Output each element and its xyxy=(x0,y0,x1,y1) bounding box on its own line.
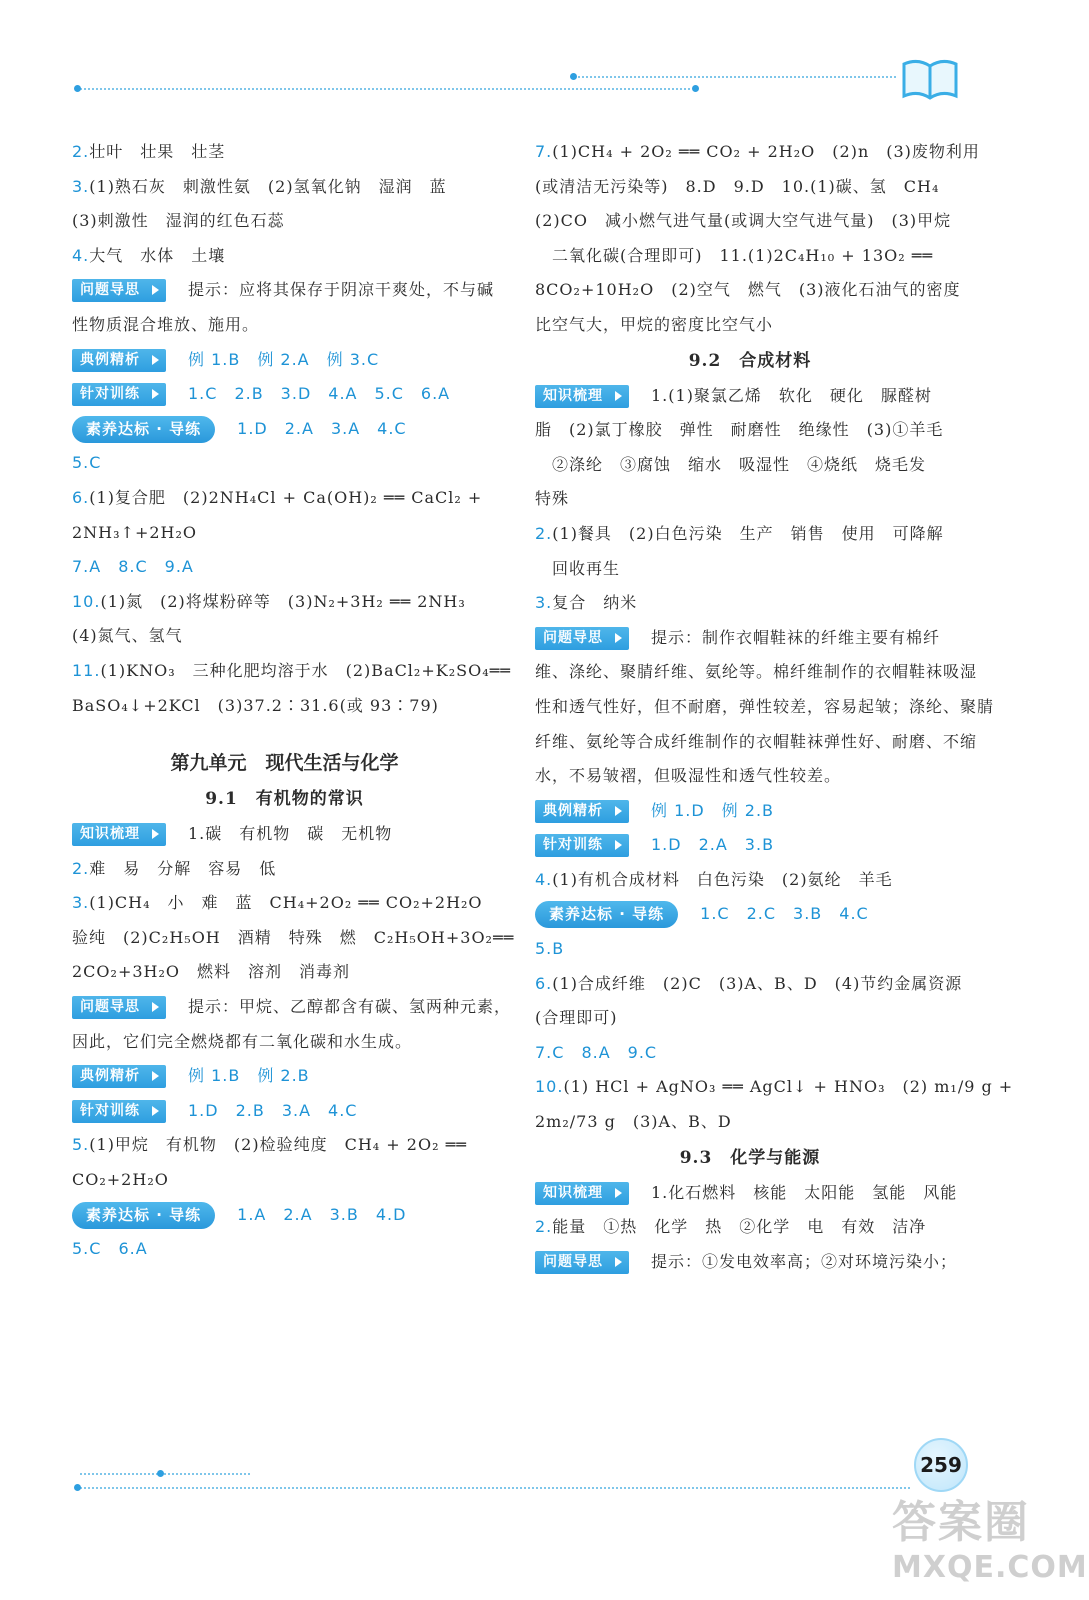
answer-line xyxy=(535,1245,965,1280)
answer-text: 特殊 xyxy=(535,489,570,509)
page-number-badge xyxy=(908,1438,972,1488)
header-dot xyxy=(570,73,577,80)
answer-text: 因此，它们完全燃烧都有二氧化碳和水生成。 xyxy=(72,1031,413,1051)
answer-line xyxy=(535,1036,965,1071)
header-dot xyxy=(74,85,81,92)
header-dotted-rule-right xyxy=(578,76,896,78)
answer-text: CO₂+2H₂O xyxy=(72,1170,169,1190)
section-title: 9.2 合成材料 xyxy=(688,350,812,371)
footer-dotted-rule-left xyxy=(80,1473,250,1475)
answer-text: 1.(1)聚氯乙烯 软化 硬化 脲醛树 xyxy=(651,385,932,405)
section-tag: 典例精析 xyxy=(72,1065,166,1088)
answer-text: 性物质混合堆放、施用。 xyxy=(72,314,260,334)
section-tag: 知识梳理 xyxy=(535,1182,629,1205)
watermark-logo: 答案圈 MXQE.COM xyxy=(892,1497,1088,1585)
answer-line xyxy=(535,204,965,239)
answer-text: ②涤纶 ③腐蚀 缩水 吸湿性 ④烧纸 烧毛发 xyxy=(535,454,927,474)
footer-dotted-rule xyxy=(80,1487,910,1489)
answer-line xyxy=(535,239,965,274)
answer-keys: 1.C 2.C 3.B 4.C xyxy=(700,904,869,924)
answer-line xyxy=(535,932,965,967)
answer-text: 脂 (2)氯丁橡胶 弹性 耐磨性 绝缘性 (3)①羊毛 xyxy=(535,420,944,440)
answer-text: 提示：应将其保存于阴凉干爽处，不与碱 xyxy=(188,280,495,300)
answer-line xyxy=(535,273,965,308)
question-number: 2. xyxy=(535,523,553,543)
answer-line xyxy=(72,204,497,239)
question-number: 7.C 8.A 9.C xyxy=(535,1042,658,1062)
answer-text: (1)氮 (2)将煤粉碎等 (3)N₂+3H₂ ══ 2NH₃ xyxy=(100,591,466,611)
unit-title: 第九单元 现代生活与化学 xyxy=(170,752,399,775)
answer-line xyxy=(535,552,965,587)
question-number: 5.C 6.A xyxy=(72,1239,148,1259)
section-tag: 知识梳理 xyxy=(535,385,629,408)
answer-line xyxy=(72,654,511,689)
answer-line xyxy=(72,377,497,412)
answer-text: (4)氮气、氢气 xyxy=(72,626,183,646)
section-pill: 素养达标 · 导练 xyxy=(535,901,678,928)
section-tag: 针对训练 xyxy=(72,1100,166,1123)
answer-text: (1)合成纤维 (2)C (3)A、B、D (4)节约金属资源 xyxy=(552,973,963,993)
answer-text: 回收再生 xyxy=(535,558,621,578)
question-number: 5. xyxy=(72,1135,90,1155)
answer-line xyxy=(72,1094,497,1129)
section-pill: 素养达标 · 导练 xyxy=(72,1202,215,1229)
answer-line xyxy=(72,412,497,447)
answer-line xyxy=(72,1128,497,1163)
header-dot xyxy=(692,85,699,92)
answer-keys: 例 1.B 例 2.B xyxy=(188,1066,310,1086)
answer-line xyxy=(72,990,512,1025)
question-number: 11. xyxy=(72,660,101,680)
answer-line xyxy=(72,446,497,481)
answer-text: (1)CH₄ + 2O₂ ══ CO₂ + 2H₂O (2)n (3)废物利用 xyxy=(552,142,980,161)
answer-line xyxy=(72,273,497,308)
question-number: 7.A 8.C 9.A xyxy=(72,557,194,577)
answer-text: (合理即可) xyxy=(535,1008,618,1028)
answer-keys: 1.C 2.B 3.D 4.A 5.C 6.A xyxy=(188,384,451,404)
answer-keys: 例 1.D 例 2.B xyxy=(651,800,775,820)
answer-text: 验纯 (2)C₂H₅OH 酒精 特殊 燃 C₂H₅OH+3O₂══ xyxy=(72,927,515,947)
answer-text: 提示：甲烷、乙醇都含有碳、氢两种元素， xyxy=(188,997,512,1017)
answer-line xyxy=(535,517,965,552)
answer-line xyxy=(535,482,965,517)
answer-line xyxy=(72,1198,497,1233)
answer-line xyxy=(535,1001,965,1036)
question-number: 2. xyxy=(535,1217,553,1237)
question-number: 2. xyxy=(72,142,90,161)
section-tag: 知识梳理 xyxy=(72,823,166,846)
answer-line xyxy=(535,1070,1014,1105)
answer-text: 提示：①发电效率高；②对环境污染小； xyxy=(651,1251,958,1271)
answer-line xyxy=(72,170,497,205)
answer-text: 二氧化碳(合理即可) 11.(1)2C₄H₁₀ + 13O₂ ══ xyxy=(535,245,934,265)
answer-text: 2CO₂+3H₂O 燃料 溶剂 消毒剂 xyxy=(72,962,351,982)
answer-text: BaSO₄↓+2KCl (3)37.2∶31.6(或 93∶79) xyxy=(72,695,439,715)
answer-text: (或清洁无污染等) 8.D 9.D 10.(1)碳、氢 CH₄ xyxy=(535,176,940,196)
answer-line xyxy=(535,690,995,725)
answer-text: 性和透气性好，但不耐磨，弹性较差，容易起皱；涤纶、聚腈 xyxy=(535,696,995,716)
answer-line xyxy=(535,828,965,863)
answer-line xyxy=(535,725,978,760)
question-number: 3. xyxy=(72,893,90,913)
question-number: 7. xyxy=(535,142,553,161)
answer-line xyxy=(535,655,978,690)
answer-line xyxy=(535,863,965,898)
question-number: 4. xyxy=(72,245,90,265)
answer-text: (1)有机合成材料 白色污染 (2)氨纶 羊毛 xyxy=(552,869,893,889)
answer-line xyxy=(535,621,965,656)
answer-line xyxy=(535,794,965,829)
answer-text: (1)餐具 (2)白色污染 生产 销售 使用 可降解 xyxy=(552,523,944,543)
answer-text: 纤维、氨纶等合成纤维制作的衣帽鞋袜弹性好、耐磨、不缩 xyxy=(535,731,978,751)
section-tag: 问题导思 xyxy=(535,627,629,650)
answer-line xyxy=(535,448,965,483)
answer-text: 能量 ①热 化学 热 ②化学 电 有效 洁净 xyxy=(552,1217,927,1237)
section-title: 9.1 有机物的常识 xyxy=(205,789,364,810)
answer-text: (1)复合肥 (2)2NH₄Cl + Ca(OH)₂ ══ CaCl₂ + xyxy=(89,487,483,507)
answer-text: 提示：制作衣帽鞋袜的纤维主要有棉纤 xyxy=(651,627,941,647)
answer-line xyxy=(535,897,965,932)
answer-text: 壮叶 壮果 壮茎 xyxy=(89,142,226,161)
section-tag: 典例精析 xyxy=(535,800,629,823)
section-tag: 典例精析 xyxy=(72,349,166,372)
question-number: 5.B xyxy=(535,939,565,959)
answer-line xyxy=(72,343,497,378)
answer-keys: 例 1.B 例 2.A 例 3.C xyxy=(188,349,380,369)
answer-text: 比空气大，甲烷的密度比空气小 xyxy=(535,314,774,334)
answer-line xyxy=(72,481,497,516)
question-number: 6. xyxy=(535,973,553,993)
answer-line xyxy=(72,886,497,921)
answer-text: (1) HCl + AgNO₃ ══ AgCl↓ + HNO₃ (2) m₁/9 g + xyxy=(563,1077,1014,1097)
left-column xyxy=(72,135,515,1267)
answer-text: 难 易 分解 容易 低 xyxy=(89,858,277,878)
answer-keys: 1.D 2.A 3.B xyxy=(651,835,775,855)
header-dotted-rule-left xyxy=(80,88,690,90)
answer-text: 2NH₃↑+2H₂O xyxy=(72,522,198,542)
answer-keys: 1.D 2.B 3.A 4.C xyxy=(188,1100,358,1120)
section-title: 9.3 化学与能源 xyxy=(679,1147,821,1168)
answer-line xyxy=(72,921,515,956)
answer-text: 水，不易皱褶，但吸湿性和透气性较差。 xyxy=(535,766,842,786)
answer-text: (1)甲烷 有机物 (2)检验纯度 CH₄ + 2O₂ ══ xyxy=(89,1135,467,1155)
answer-line xyxy=(535,379,965,414)
answer-line xyxy=(72,955,497,990)
page-number: 259 xyxy=(914,1438,968,1492)
answer-text: (1)熟石灰 刺激性氨 (2)氢氧化钠 湿润 蓝 xyxy=(89,176,447,196)
answer-keys: 1.D 2.A 3.A 4.C xyxy=(237,418,407,438)
answer-text: (1)KNO₃ 三种化肥均溶于水 (2)BaCl₂+K₂SO₄══ xyxy=(100,660,511,680)
answer-line xyxy=(72,308,497,343)
answer-line xyxy=(72,817,497,852)
answer-line xyxy=(535,308,965,343)
answer-line xyxy=(535,1210,965,1245)
answer-line xyxy=(72,689,497,724)
answer-text: 1.化石燃料 核能 太阳能 氢能 风能 xyxy=(651,1182,958,1202)
answer-line xyxy=(72,1232,497,1267)
answer-text: (1)CH₄ 小 难 蓝 CH₄+2O₂ ══ CO₂+2H₂O xyxy=(89,893,483,913)
answer-text: 8CO₂+10H₂O (2)空气 燃气 (3)液化石油气的密度 xyxy=(535,280,961,300)
footer-dot xyxy=(157,1470,164,1477)
answer-line xyxy=(72,1059,497,1094)
question-number: 2. xyxy=(72,858,90,878)
answer-line xyxy=(72,852,497,887)
answer-text: 大气 水体 土壤 xyxy=(89,245,226,265)
question-number: 10. xyxy=(72,591,101,611)
question-number: 5.C xyxy=(72,453,102,473)
answer-line xyxy=(72,1025,497,1060)
answer-line xyxy=(535,170,965,205)
answer-line xyxy=(72,550,497,585)
answer-keys: 1.A 2.A 3.B 4.D xyxy=(237,1204,407,1224)
question-number: 10. xyxy=(535,1077,564,1097)
footer-dot xyxy=(74,1484,81,1491)
answer-line xyxy=(72,135,497,170)
section-tag: 问题导思 xyxy=(72,996,166,1019)
question-number: 6. xyxy=(72,487,90,507)
right-column xyxy=(535,135,1014,1279)
answer-line xyxy=(535,967,965,1002)
section-tag: 问题导思 xyxy=(535,1251,629,1274)
open-book-icon xyxy=(900,56,960,102)
answer-line xyxy=(535,135,980,170)
answer-line xyxy=(535,1105,965,1140)
answer-text: (2)CO 减小燃气进气量(或调大空气进气量) (3)甲烷 xyxy=(535,211,952,231)
answer-text: 复合 纳米 xyxy=(552,593,638,613)
answer-line xyxy=(72,516,497,551)
section-tag: 针对训练 xyxy=(72,383,166,406)
answer-line xyxy=(72,585,497,620)
answer-line xyxy=(72,239,497,274)
section-pill: 素养达标 · 导练 xyxy=(72,416,215,443)
answer-line xyxy=(535,759,965,794)
section-tag: 针对训练 xyxy=(535,834,629,857)
question-number: 4. xyxy=(535,869,553,889)
answer-text: (3)刺激性 湿润的红色石蕊 xyxy=(72,211,285,231)
answer-line xyxy=(535,586,965,621)
question-number: 3. xyxy=(535,593,553,613)
answer-text: 2m₂/73 g (3)A、B、D xyxy=(535,1112,732,1132)
answer-line xyxy=(72,1163,497,1198)
answer-line xyxy=(72,619,497,654)
question-number: 3. xyxy=(72,176,90,196)
answer-text: 1.碳 有机物 碳 无机物 xyxy=(188,824,393,844)
section-tag: 问题导思 xyxy=(72,279,166,302)
answer-line xyxy=(535,1176,965,1211)
answer-text: 维、涤纶、聚腈纤维、氨纶等。棉纤维制作的衣帽鞋袜吸湿 xyxy=(535,662,978,682)
answer-line xyxy=(535,413,965,448)
